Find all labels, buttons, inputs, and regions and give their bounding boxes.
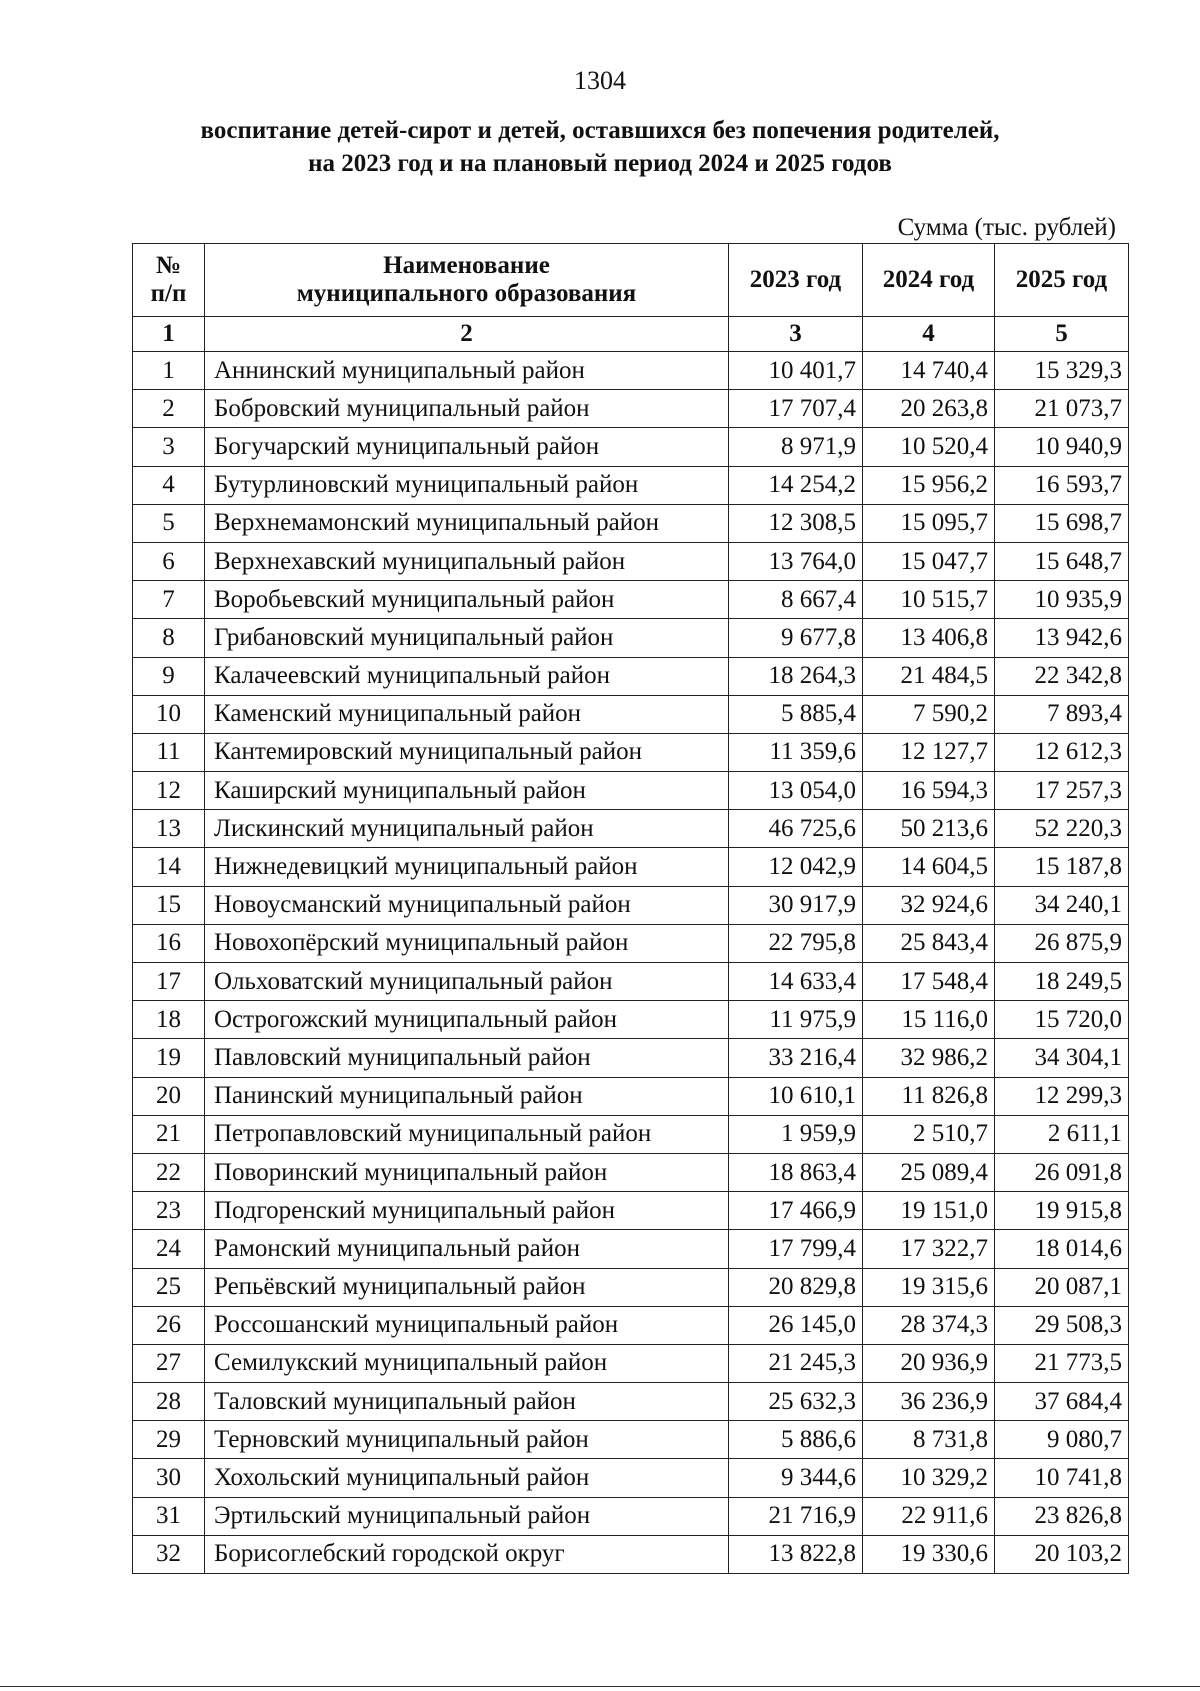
amount-2023: 10 401,7 [729,352,863,390]
amount-2023: 21 716,9 [729,1497,863,1535]
amount-2023: 14 633,4 [729,963,863,1001]
amount-2025: 19 915,8 [995,1192,1129,1230]
table-row [133,542,1129,580]
column-number: 5 [995,317,1129,352]
table-row [133,504,1129,542]
table-row [133,1421,1129,1459]
amount-2024: 19 151,0 [863,1192,995,1230]
amount-2025: 22 342,8 [995,657,1129,695]
amount-2023: 8 667,4 [729,581,863,619]
municipality-name: Таловский муниципальный район [205,1383,729,1421]
row-number: 17 [133,963,205,1001]
municipality-name: Новоусманский муниципальный район [205,886,729,924]
municipality-name: Павловский муниципальный район [205,1039,729,1077]
municipality-name: Каширский муниципальный район [205,772,729,810]
municipality-name: Богучарский муниципальный район [205,428,729,466]
row-number: 28 [133,1383,205,1421]
amount-2023: 18 264,3 [729,657,863,695]
amount-2024: 8 731,8 [863,1421,995,1459]
table-row [133,1344,1129,1382]
title-line-1: воспитание детей-сирот и детей, оставшихся без попечения родителей, [200,117,1000,144]
amount-2025: 15 698,7 [995,504,1129,542]
amount-2025: 10 940,9 [995,428,1129,466]
municipality-name: Терновский муниципальный район [205,1421,729,1459]
row-number: 18 [133,1001,205,1039]
header-name: Наименование муниципального образования [205,244,729,317]
table-row [133,428,1129,466]
row-number: 16 [133,924,205,962]
amount-2025: 15 720,0 [995,1001,1129,1039]
row-number: 9 [133,657,205,695]
amount-2025: 13 942,6 [995,619,1129,657]
amount-2025: 16 593,7 [995,466,1129,504]
amount-2024: 20 936,9 [863,1344,995,1382]
amount-2023: 25 632,3 [729,1383,863,1421]
table-row [133,848,1129,886]
table-header-row [133,244,1129,317]
amount-2025: 18 249,5 [995,963,1129,1001]
amount-2023: 13 764,0 [729,542,863,580]
amount-2023: 5 886,6 [729,1421,863,1459]
amount-2023: 1 959,9 [729,1115,863,1153]
amount-2024: 2 510,7 [863,1115,995,1153]
row-number: 26 [133,1306,205,1344]
amount-2024: 13 406,8 [863,619,995,657]
amount-2024: 14 604,5 [863,848,995,886]
amount-2025: 52 220,3 [995,810,1129,848]
amount-2024: 14 740,4 [863,352,995,390]
amount-2024: 16 594,3 [863,772,995,810]
row-number: 21 [133,1115,205,1153]
table-row [133,1039,1129,1077]
table-row [133,619,1129,657]
municipality-name: Подгоренский муниципальный район [205,1192,729,1230]
table-row [133,1192,1129,1230]
amount-2023: 17 466,9 [729,1192,863,1230]
amount-2023: 12 042,9 [729,848,863,886]
row-number: 3 [133,428,205,466]
amount-2023: 13 822,8 [729,1535,863,1573]
row-number: 11 [133,733,205,771]
row-number: 13 [133,810,205,848]
row-number: 5 [133,504,205,542]
amount-2023: 5 885,4 [729,695,863,733]
header-2025: 2025 год [995,244,1129,317]
amount-2023: 18 863,4 [729,1153,863,1191]
table-row [133,1001,1129,1039]
municipality-name: Борисоглебский городской округ [205,1535,729,1573]
municipality-name: Верхнехавский муниципальный район [205,542,729,580]
amount-2025: 21 073,7 [995,390,1129,428]
table-body [133,352,1129,1574]
amount-2023: 22 795,8 [729,924,863,962]
table-row [133,390,1129,428]
table-row [133,1268,1129,1306]
amount-2024: 12 127,7 [863,733,995,771]
amount-2025: 10 935,9 [995,581,1129,619]
table-row [133,886,1129,924]
amount-2025: 18 014,6 [995,1230,1129,1268]
municipality-name: Нижнедевицкий муниципальный район [205,848,729,886]
table-row [133,1497,1129,1535]
municipality-name: Рамонский муниципальный район [205,1230,729,1268]
municipality-name: Репьёвский муниципальный район [205,1268,729,1306]
amount-2025: 26 091,8 [995,1153,1129,1191]
amount-2025: 15 648,7 [995,542,1129,580]
table-row [133,963,1129,1001]
amount-2024: 36 236,9 [863,1383,995,1421]
page-number: 1304 [574,66,626,95]
amount-2024: 32 986,2 [863,1039,995,1077]
amount-2025: 15 187,8 [995,848,1129,886]
table-row [133,1383,1129,1421]
municipality-name: Бутурлиновский муниципальный район [205,466,729,504]
amount-2024: 7 590,2 [863,695,995,733]
table-row [133,466,1129,504]
header-2024: 2024 год [863,244,995,317]
municipality-name: Поворинский муниципальный район [205,1153,729,1191]
amount-2024: 10 520,4 [863,428,995,466]
municipality-name: Грибановский муниципальный район [205,619,729,657]
municipality-name: Верхнемамонский муниципальный район [205,504,729,542]
row-number: 31 [133,1497,205,1535]
amount-2024: 11 826,8 [863,1077,995,1115]
column-number: 1 [133,317,205,352]
amount-2023: 10 610,1 [729,1077,863,1115]
amount-2025: 20 087,1 [995,1268,1129,1306]
amount-2023: 21 245,3 [729,1344,863,1382]
amount-2025: 34 304,1 [995,1039,1129,1077]
amount-2023: 17 799,4 [729,1230,863,1268]
amount-2023: 11 975,9 [729,1001,863,1039]
row-number: 8 [133,619,205,657]
amount-2024: 15 095,7 [863,504,995,542]
amount-2025: 12 299,3 [995,1077,1129,1115]
table-row [133,810,1129,848]
amount-2023: 30 917,9 [729,886,863,924]
header-number: № п/п [133,244,205,317]
amount-2024: 15 116,0 [863,1001,995,1039]
column-number: 2 [205,317,729,352]
row-number: 25 [133,1268,205,1306]
amount-2024: 22 911,6 [863,1497,995,1535]
municipality-name: Каменский муниципальный район [205,695,729,733]
column-number-row [133,317,1129,352]
row-number: 27 [133,1344,205,1382]
amount-2025: 20 103,2 [995,1535,1129,1573]
amount-2024: 50 213,6 [863,810,995,848]
amount-2025: 7 893,4 [995,695,1129,733]
amount-2023: 33 216,4 [729,1039,863,1077]
amount-2024: 28 374,3 [863,1306,995,1344]
amount-2025: 17 257,3 [995,772,1129,810]
footer-divider [0,1686,1200,1687]
municipality-name: Хохольский муниципальный район [205,1459,729,1497]
amount-2024: 25 089,4 [863,1153,995,1191]
amount-2023: 12 308,5 [729,504,863,542]
amount-2023: 17 707,4 [729,390,863,428]
amount-2024: 19 330,6 [863,1535,995,1573]
table-row [133,1535,1129,1573]
amount-2025: 21 773,5 [995,1344,1129,1382]
row-number: 23 [133,1192,205,1230]
row-number: 32 [133,1535,205,1573]
table-row [133,1115,1129,1153]
municipality-name: Россошанский муниципальный район [205,1306,729,1344]
table-row [133,1230,1129,1268]
title-line-2: на 2023 год и на плановый период 2024 и 2025 годов [308,150,892,177]
row-number: 30 [133,1459,205,1497]
amount-2023: 46 725,6 [729,810,863,848]
amount-2025: 9 080,7 [995,1421,1129,1459]
row-number: 15 [133,886,205,924]
table-row [133,581,1129,619]
amount-2023: 14 254,2 [729,466,863,504]
amount-2023: 11 359,6 [729,733,863,771]
amount-2024: 21 484,5 [863,657,995,695]
amount-2024: 17 548,4 [863,963,995,1001]
municipality-name: Эртильский муниципальный район [205,1497,729,1535]
municipality-name: Воробьевский муниципальный район [205,581,729,619]
amount-2023: 8 971,9 [729,428,863,466]
amount-2024: 15 956,2 [863,466,995,504]
amount-2025: 12 612,3 [995,733,1129,771]
row-number: 12 [133,772,205,810]
amount-2023: 20 829,8 [729,1268,863,1306]
amount-2023: 9 677,8 [729,619,863,657]
amount-2025: 23 826,8 [995,1497,1129,1535]
amount-2023: 26 145,0 [729,1306,863,1344]
amount-2025: 15 329,3 [995,352,1129,390]
table-row [133,924,1129,962]
units-label: Сумма (тыс. рублей) [897,214,1116,241]
amount-2025: 34 240,1 [995,886,1129,924]
amount-2025: 10 741,8 [995,1459,1129,1497]
municipality-name: Лискинский муниципальный район [205,810,729,848]
amount-2024: 19 315,6 [863,1268,995,1306]
amount-2024: 15 047,7 [863,542,995,580]
amount-2024: 10 515,7 [863,581,995,619]
municipality-name: Панинский муниципальный район [205,1077,729,1115]
row-number: 4 [133,466,205,504]
municipality-name: Острогожский муниципальный район [205,1001,729,1039]
amount-2024: 10 329,2 [863,1459,995,1497]
amount-2025: 26 875,9 [995,924,1129,962]
row-number: 19 [133,1039,205,1077]
budget-table [132,243,1129,1574]
page-title [0,114,1200,180]
row-number: 2 [133,390,205,428]
municipality-name: Новохопёрский муниципальный район [205,924,729,962]
amount-2024: 32 924,6 [863,886,995,924]
table-row [133,1153,1129,1191]
row-number: 29 [133,1421,205,1459]
column-number: 4 [863,317,995,352]
row-number: 14 [133,848,205,886]
municipality-name: Семилукский муниципальный район [205,1344,729,1382]
amount-2025: 2 611,1 [995,1115,1129,1153]
table-row [133,657,1129,695]
amount-2023: 13 054,0 [729,772,863,810]
row-number: 22 [133,1153,205,1191]
amount-2024: 25 843,4 [863,924,995,962]
table-row [133,1459,1129,1497]
row-number: 10 [133,695,205,733]
row-number: 24 [133,1230,205,1268]
table-row [133,352,1129,390]
table-row [133,733,1129,771]
amount-2025: 37 684,4 [995,1383,1129,1421]
amount-2024: 20 263,8 [863,390,995,428]
row-number: 7 [133,581,205,619]
amount-2023: 9 344,6 [729,1459,863,1497]
municipality-name: Калачеевский муниципальный район [205,657,729,695]
row-number: 20 [133,1077,205,1115]
municipality-name: Аннинский муниципальный район [205,352,729,390]
municipality-name: Бобровский муниципальный район [205,390,729,428]
municipality-name: Ольховатский муниципальный район [205,963,729,1001]
municipality-name: Петропавловский муниципальный район [205,1115,729,1153]
column-number: 3 [729,317,863,352]
municipality-name: Кантемировский муниципальный район [205,733,729,771]
row-number: 6 [133,542,205,580]
amount-2024: 17 322,7 [863,1230,995,1268]
table-row [133,772,1129,810]
table-row [133,1306,1129,1344]
amount-2025: 29 508,3 [995,1306,1129,1344]
row-number: 1 [133,352,205,390]
header-2023: 2023 год [729,244,863,317]
table-row [133,1077,1129,1115]
table-row [133,695,1129,733]
